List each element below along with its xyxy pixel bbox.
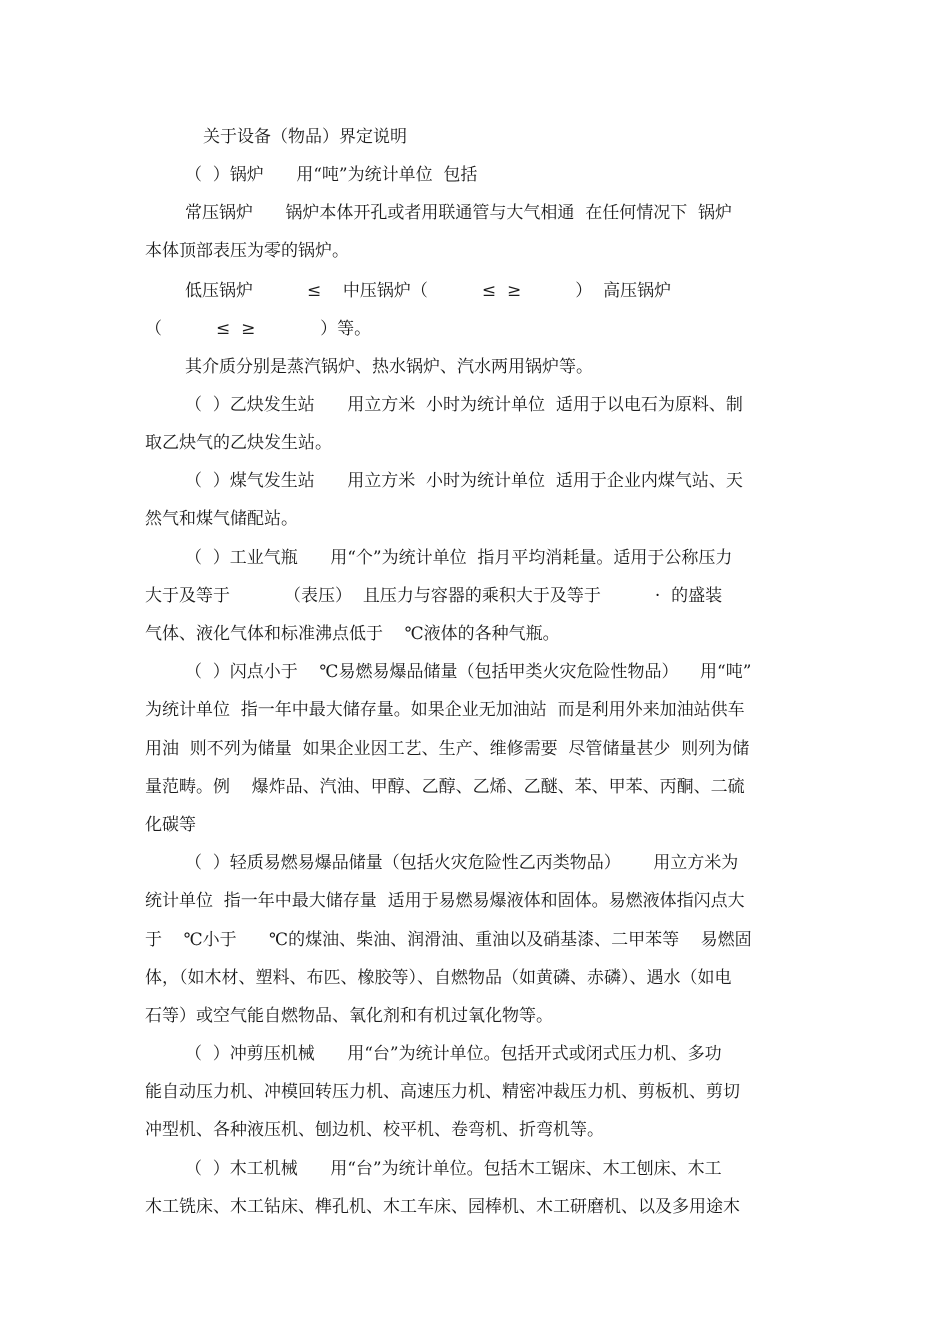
text-line: 气体、液化气体和标准沸点低于 ℃液体的各种气瓶。 — [145, 624, 560, 644]
text-line: 石等）或空气能自燃物品、氧化剂和有机过氧化物等。 — [145, 1006, 553, 1026]
text-line: 木工铣床、木工钻床、榫孔机、木工车床、园棒机、木工研磨机、以及多用途木 — [145, 1197, 740, 1217]
text-line: 体，（如木材、塑料、布匹、橡胶等）、自燃物品（如黄磷、赤磷）、遇水（如电 — [145, 968, 732, 988]
text-line: 其介质分别是蒸汽锅炉、热水锅炉、汽水两用锅炉等。 — [185, 357, 593, 377]
text-line: 为统计单位 指一年中最大储存量。如果企业无加油站 而是利用外来加油站供车 — [145, 700, 745, 720]
text-line: 然气和煤气储配站。 — [145, 509, 298, 529]
text-line: 冲型机、各种液压机、刨边机、校平机、卷弯机、折弯机等。 — [145, 1120, 604, 1140]
text-line: （ ）闪点小于 ℃易燃易爆品储量（包括甲类火灾危险性物品） 用“吨” — [185, 662, 752, 682]
text-line: 量范畴。例 爆炸品、汽油、甲醇、乙醇、乙烯、乙醚、苯、甲苯、丙酮、二硫 — [145, 777, 745, 797]
text-line: 大于及等于 （表压） 且压力与容器的乘积大于及等于 · 的盛装 — [145, 586, 723, 606]
text-line: （ ）轻质易燃易爆品储量（包括火灾危险性乙丙类物品） 用立方米为 — [185, 853, 739, 873]
text-line: 能自动压力机、冲模回转压力机、高速压力机、精密冲裁压力机、剪板机、剪切 — [145, 1082, 740, 1102]
text-line: 统计单位 指一年中最大储存量 适用于易燃易爆液体和固体。易燃液体指闪点大 — [145, 891, 745, 911]
text-line: 化碳等 — [145, 815, 196, 835]
document-title: 关于设备（物品）界定说明 — [203, 127, 407, 147]
text-line: （ ）木工机械 用“台”为统计单位。包括木工锯床、木工刨床、木工 — [185, 1159, 722, 1179]
text-line: （ ）锅炉 用“吨”为统计单位 包括 — [185, 165, 478, 185]
text-line: 取乙炔气的乙炔发生站。 — [145, 433, 332, 453]
text-line: 低压锅炉 ≤ 中压锅炉（ ≤ ≥ ） 高压锅炉 — [185, 281, 672, 301]
text-line: （ ）乙炔发生站 用立方米 小时为统计单位 适用于以电石为原料、制 — [185, 395, 743, 415]
text-line: （ ）冲剪压机械 用“台”为统计单位。包括开式或闭式压力机、多功 — [185, 1044, 722, 1064]
text-line: 于 ℃小于 ℃的煤油、柴油、润滑油、重油以及硝基漆、二甲苯等 易燃固 — [145, 930, 752, 950]
text-line: （ ）工业气瓶 用“个”为统计单位 指月平均消耗量。适用于公称压力 — [185, 548, 733, 568]
text-line: 常压锅炉 锅炉本体开孔或者用联通管与大气相通 在任何情况下 锅炉 — [185, 203, 733, 223]
text-line: （ ）煤气发生站 用立方米 小时为统计单位 适用于企业内煤气站、天 — [185, 471, 743, 491]
text-line: 用油 则不列为储量 如果企业因工艺、生产、维修需要 尽管储量甚少 则列为储 — [145, 739, 750, 759]
text-line: （ ≤ ≥ ）等。 — [145, 319, 372, 339]
text-line: 本体顶部表压为零的锅炉。 — [145, 241, 349, 261]
